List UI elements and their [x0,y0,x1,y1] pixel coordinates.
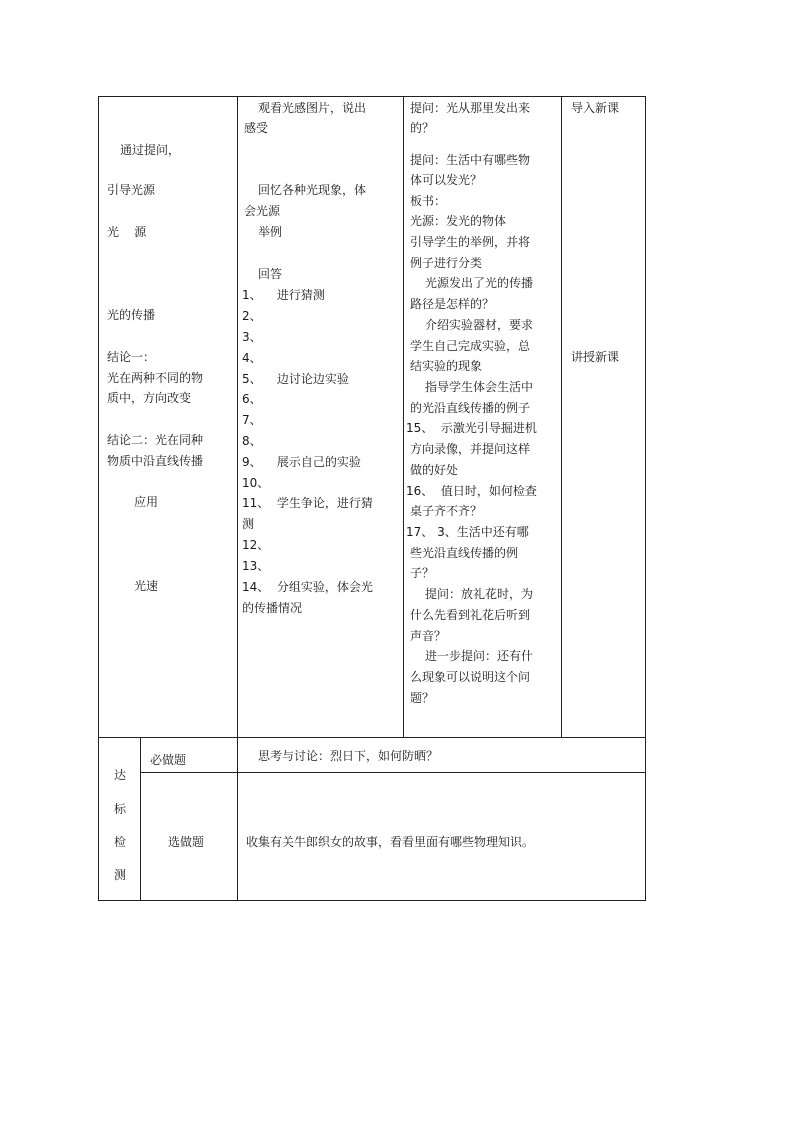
content-text: 质中，方向改变 [107,391,192,405]
table-border-left [98,96,99,901]
activity-text: 回忆各种光现象，体 [258,183,367,197]
table-border-top [98,96,646,97]
activity-text: 12、 [242,538,270,552]
activity-text: 会光源 [244,204,281,218]
side-char: 测 [114,868,127,882]
teacher-text: 光源发出了光的传播 [425,276,534,290]
teacher-text: 题？ [410,691,435,705]
activity-text: 9、 展示自己的实验 [242,455,361,469]
teacher-text: 体可以发光？ [410,173,483,187]
content-text: 光在两种不同的物 [107,371,204,385]
activity-text: 测 [242,517,255,531]
teacher-text: 15、 示激光引导掘进机 [406,421,537,435]
column-divider-2 [403,96,404,738]
teacher-text: 路径是怎样的？ [410,297,495,311]
teacher-text: 学生自己完成实验，总 [410,339,531,353]
teacher-text: 桌子齐不齐？ [410,504,483,518]
activity-text: 8、 [242,434,262,448]
content-text: 引导光源 [107,183,156,197]
table-divider [98,737,646,738]
activity-text: 回答 [258,267,283,281]
teacher-text: 提问：生活中有哪些物 [410,153,531,167]
optional-text: 收集有关牛郎织女的故事，看看里面有哪些物理知识。 [246,835,535,849]
content-text: 结论二：光在同种 [107,433,204,447]
teacher-text: 些光沿直线传播的例 [410,546,519,560]
teacher-text: 结实验的现象 [410,359,483,373]
stage-intro: 导入新课 [571,101,620,115]
activity-text: 感受 [244,121,269,135]
teacher-text: 声音？ [410,629,447,643]
column-divider-bottom [140,737,141,901]
teacher-text: 提问：光从那里发出来 [410,101,531,115]
teacher-text: 什么先看到礼花后听到 [410,608,531,622]
stage-teaching: 讲授新课 [571,350,620,364]
teacher-text: 引导学生的举例，并将 [410,235,531,249]
activity-text: 观看光感图片，说出 [258,101,367,115]
activity-text: 14、 分组实验，体会光 [242,580,373,594]
teacher-text: 指导学生体会生活中 [425,380,534,394]
teacher-text: 16、 值日时，如何检查 [406,484,537,498]
column-divider-1 [237,96,238,901]
activity-text: 2、 [242,309,262,323]
content-text: 通过提问， [120,143,181,157]
teacher-text: 方向录像，并提问这样 [410,442,531,456]
activity-text: 13、 [242,559,270,573]
teacher-text: 进一步提问：还有什 [425,649,534,663]
content-text: 光的传播 [107,308,156,322]
column-divider-3 [561,96,562,738]
teacher-text: 板书： [410,194,447,208]
table-inner-divider [140,772,646,773]
activity-text: 4、 [242,351,262,365]
teacher-text: 介绍实验器材，要求 [425,318,534,332]
side-char: 标 [114,802,127,816]
activity-text: 举例 [258,225,283,239]
teacher-text: 的光沿直线传播的例子 [410,401,531,415]
activity-text: 5、 边讨论边实验 [242,372,349,386]
activity-text: 6、 [242,392,262,406]
content-text: 结论一： [107,350,156,364]
teacher-text: 的？ [410,121,435,135]
side-char: 达 [114,768,127,782]
teacher-text: 17、 3、生活中还有哪 [406,525,529,539]
side-char: 检 [114,835,127,849]
teacher-text: 提问：放礼花时，为 [425,587,534,601]
activity-text: 11、 学生争论，进行猜 [242,496,373,510]
teacher-text: 么现象可以说明这个问 [410,670,531,684]
table-border-right [645,96,646,901]
optional-label: 选做题 [168,835,205,849]
table-border-bottom [98,900,646,901]
activity-text: 3、 [242,330,262,344]
activity-text: 的传播情况 [242,601,303,615]
activity-text: 10、 [242,476,270,490]
teacher-text: 子？ [410,566,435,580]
required-label: 必做题 [150,753,187,767]
required-text: 思考与讨论：烈日下，如何防晒？ [258,749,439,763]
teacher-text: 例子进行分类 [410,256,483,270]
teacher-text: 做的好处 [410,463,459,477]
activity-text: 7、 [242,413,262,427]
content-text: 应用 [134,495,159,509]
content-text: 物质中沿直线传播 [107,454,204,468]
activity-text: 1、 进行猜测 [242,288,325,302]
teacher-text: 光源：发光的物体 [410,214,507,228]
content-text: 光速 [134,579,159,593]
content-text: 光 源 [107,225,147,239]
